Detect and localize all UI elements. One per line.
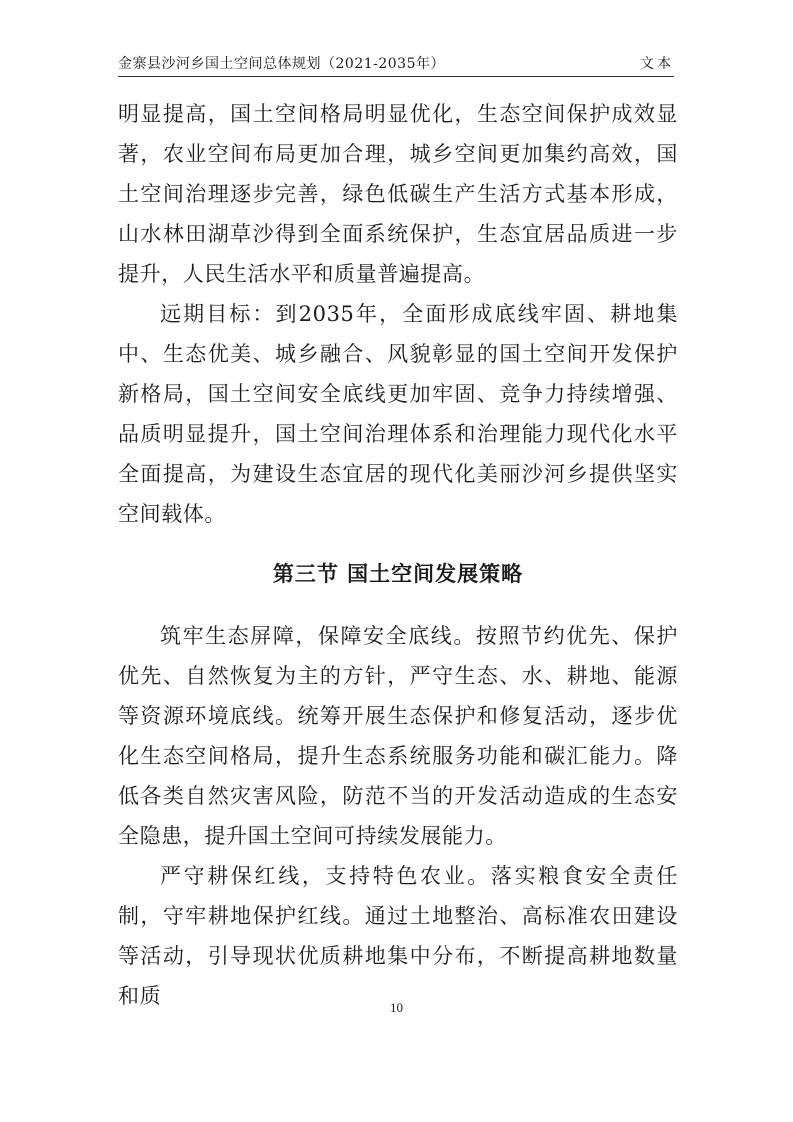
header-document-title: 金寨县沙河乡国土空间总体规划（2021-2035年） (118, 56, 445, 72)
paragraph-ecological-barrier: 筑牢生态屏障，保障安全底线。按照节约优先、保护优先、自然恢复为主的方针，严守生态、水、耕地、能源等资源环境底线。统筹开展生态保护和修复活动，逐步优化生态空间格局，提升生态系统服务功能和碳汇能力。降低各类自然灾害风险，防范不当的开发活动造成的生态安全隐患，提升国土空间可持续发展能力。 (118, 624, 678, 848)
page-number: 10 (390, 1000, 403, 1015)
paragraph-farmland-redline: 严守耕保红线，支持特色农业。落实粮食安全责任制，守牢耕地保护红线。通过土地整治、高标准农田建设等活动，引导现状优质耕地集中分布，不断提高耕地数量和质 (118, 864, 678, 1008)
paragraph-long-term-goal: 远期目标：到2035年，全面形成底线牢固、耕地集中、生态优美、城乡融合、风貌彰显的国土空间开发保护新格局，国土空间安全底线更加牢固、竞争力持续增强、品质明显提升，国土空间治理体系和治理能力现代化水平全面提高，为建设生态宜居的现代化美丽沙河乡提供坚实空间载体。 (118, 302, 678, 526)
document-body (118, 94, 678, 1016)
section-heading: 第三节 国土空间发展策略 (272, 561, 524, 586)
header-document-type: 文本 (640, 56, 674, 72)
page-header (118, 50, 674, 77)
paragraph-continuation: 明显提高，国土空间格局明显优化，生态空间保护成效显著，农业空间布局更加合理，城乡空间更加集约高效，国土空间治理逐步完善，绿色低碳生产生活方式基本形成，山水林田湖草沙得到全面系统保护，生态宜居品质进一步提升，人民生活水平和质量普遍提高。 (118, 102, 678, 286)
